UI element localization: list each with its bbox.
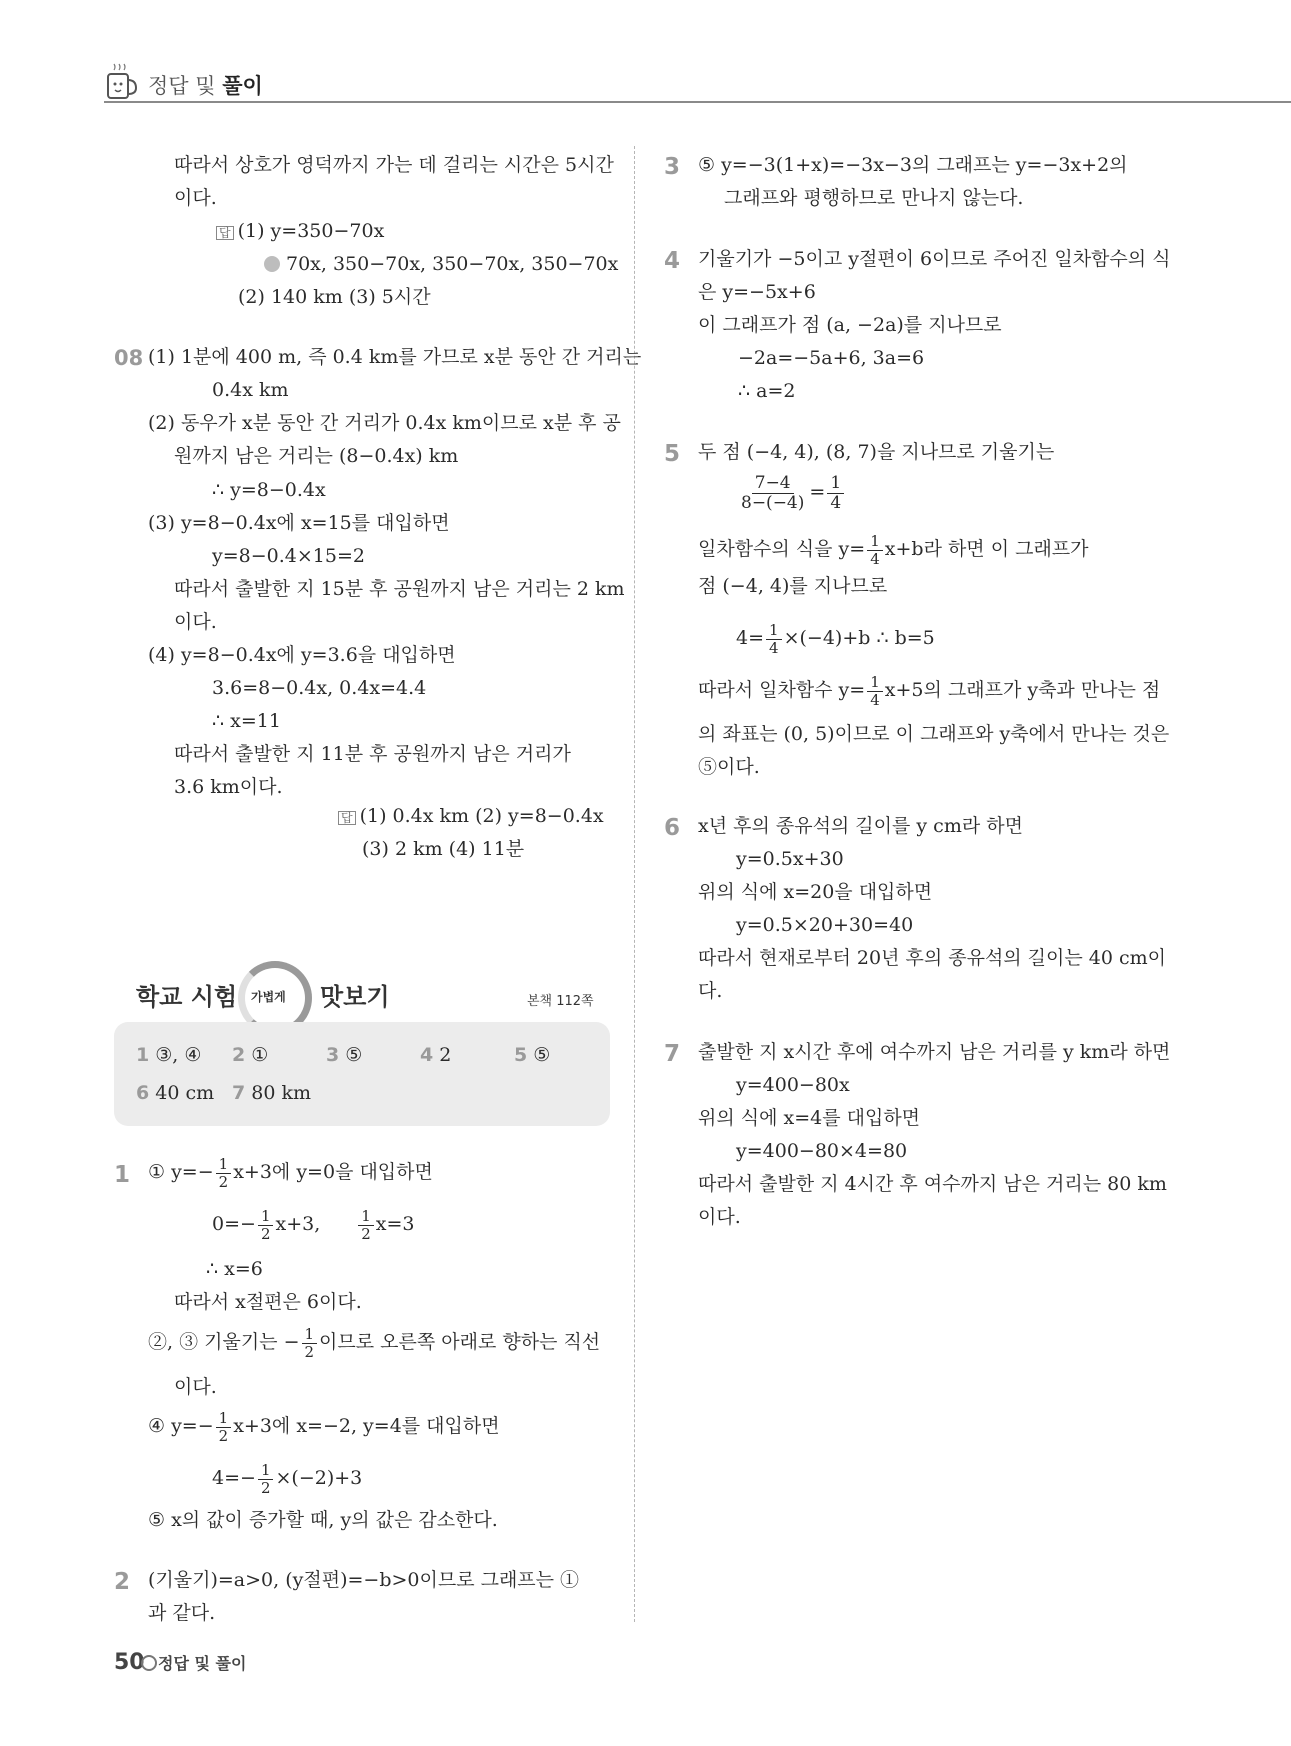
problem-number: 4 <box>664 248 681 274</box>
quick-answer: 2 ① <box>232 1044 269 1066</box>
answer-line <box>338 807 604 826</box>
fraction: $\frac{1}{2}$ <box>258 1462 274 1496</box>
text-line: ⑤이다. <box>698 756 760 778</box>
section-title: 학교 시험 <box>136 983 238 1011</box>
text-line: 기울기가 −5이고 y절편이 6이므로 주어진 일차함수의 식 <box>698 248 1171 270</box>
text-line: (1) 1분에 400 m, 즉 0.4 km를 가므로 x분 동안 간 거리는 <box>148 346 642 368</box>
text-line: ∴ a=2 <box>738 380 796 402</box>
text-line: 4= $\frac{1}{4}$ ×(−4)+b ∴ b=5 <box>736 621 935 657</box>
text-line: 다. <box>698 980 723 1002</box>
header-rule <box>104 101 1291 103</box>
fraction: $\frac{1}{2}$ <box>258 1208 274 1242</box>
text-line: 이다. <box>698 1206 741 1228</box>
answer-badge: 답 <box>216 226 234 240</box>
text-line: −2a=−5a+6, 3a=6 <box>738 347 925 369</box>
hint-text: 70x, 350−70x, 350−70x, 350−70x <box>286 253 619 275</box>
text-line: y=8−0.4×15=2 <box>212 545 365 567</box>
problem-number: 5 <box>664 441 681 467</box>
problem-number: 6 <box>664 815 681 841</box>
fraction: $\frac{1}{4}$ <box>867 533 883 567</box>
section-badge: 가볍게 <box>251 990 286 1004</box>
text-line: ∴ y=8−0.4x <box>212 479 326 501</box>
fraction: $\frac{1}{4}$ <box>766 622 782 656</box>
text-line: 따라서 상호가 영덕까지 가는 데 걸리는 시간은 5시간 <box>174 154 614 176</box>
text-line: 3.6 km이다. <box>174 776 283 798</box>
footer-label: 정답 및 풀이 <box>158 1654 247 1673</box>
text-line: 일차함수의 식을 y= $\frac{1}{4}$ x+b라 하면 이 그래프가 <box>698 532 1089 568</box>
text-line: 그래프와 평행하므로 만나지 않는다. <box>724 187 1024 209</box>
pencil-icon <box>264 256 280 272</box>
text-line: ⑤ x의 값이 증가할 때, y의 값은 감소한다. <box>148 1509 498 1531</box>
text-line: 과 같다. <box>148 1602 216 1624</box>
hint-line <box>264 255 618 274</box>
fraction: $\frac{1}{4}$ <box>867 674 883 708</box>
header-title-part1: 정답 및 <box>148 74 223 98</box>
header-title <box>148 76 263 97</box>
text-line: $\frac{7-4}{8-(-4)}$ = $\frac{1}{4}$ <box>736 474 846 512</box>
fraction: $\frac{1}{2}$ <box>302 1326 318 1360</box>
text-line: 0=− $\frac{1}{2}$ x+3, $\frac{1}{2}$ x=3 <box>212 1207 415 1243</box>
text-line: 위의 식에 x=20을 대입하면 <box>698 881 933 903</box>
answer-text: (3) 2 km (4) 11분 <box>362 838 525 860</box>
problem-number: 1 <box>114 1162 131 1188</box>
text-line: 이다. <box>174 187 217 209</box>
text-line: 이 그래프가 점 (a, −2a)를 지나므로 <box>698 314 1002 336</box>
text-line: ∴ x=11 <box>212 710 281 732</box>
text-line: 은 y=−5x+6 <box>698 281 816 303</box>
text-line: y=400−80×4=80 <box>736 1140 908 1162</box>
section-title: 맛보기 <box>320 983 390 1011</box>
text-line: 4=− $\frac{1}{2}$ ×(−2)+3 <box>212 1461 363 1497</box>
fraction: $\frac{7-4}{8-(-4)}$ <box>741 473 805 513</box>
text-line: ②, ③ 기울기는 − $\frac{1}{2}$ 이므로 오른쪽 아래로 향하는 직선 <box>148 1325 601 1361</box>
footer-dot-icon <box>141 1655 157 1671</box>
answer-line <box>216 222 384 241</box>
text-line: 이다. <box>174 611 217 633</box>
text-line: 따라서 출발한 지 15분 후 공원까지 남은 거리는 2 km <box>174 578 625 600</box>
text-line: (4) y=8−0.4x에 y=3.6을 대입하면 <box>148 644 456 666</box>
answer-text: (2) 140 km (3) 5시간 <box>238 286 431 308</box>
quick-answer: 1 ③, ④ <box>136 1044 202 1066</box>
text-line: 의 좌표는 (0, 5)이므로 이 그래프와 y축에서 만나는 것은 <box>698 723 1170 745</box>
text-line: 3.6=8−0.4x, 0.4x=4.4 <box>212 677 427 699</box>
quick-answer: 7 80 km <box>232 1082 311 1104</box>
quick-answer: 3 ⑤ <box>326 1044 363 1066</box>
problem-number: 7 <box>664 1041 681 1067</box>
text-line: x년 후의 종유석의 길이를 y cm라 하면 <box>698 815 1023 837</box>
text-line: y=400−80x <box>736 1074 850 1096</box>
text-line: 원까지 남은 거리는 (8−0.4x) km <box>174 445 459 467</box>
quick-answer: 6 40 cm <box>136 1082 215 1104</box>
text-line: 따라서 일차함수 y= $\frac{1}{4}$ x+5의 그래프가 y축과 만나는 점 <box>698 673 1161 709</box>
text-line: (3) y=8−0.4x에 x=15를 대입하면 <box>148 512 450 534</box>
text-line: ① y=− $\frac{1}{2}$ x+3에 y=0을 대입하면 <box>148 1155 433 1191</box>
text-line: y=0.5×20+30=40 <box>736 914 914 936</box>
fraction: $\frac{1}{2}$ <box>358 1208 374 1242</box>
cup-icon <box>104 62 138 106</box>
text-line: ⑤ y=−3(1+x)=−3x−3의 그래프는 y=−3x+2의 <box>698 154 1128 176</box>
text-line: 0.4x km <box>212 379 289 401</box>
problem-number: 3 <box>664 154 681 180</box>
text-line: 이다. <box>174 1376 217 1398</box>
text-line: 위의 식에 x=4를 대입하면 <box>698 1107 921 1129</box>
page-reference: 본책 112쪽 <box>527 994 594 1009</box>
fraction: $\frac{1}{2}$ <box>216 1156 232 1190</box>
header-title-part2: 풀이 <box>222 74 263 98</box>
text-line: (기울기)=a>0, (y절편)=−b>0이므로 그래프는 ① <box>148 1569 580 1591</box>
text-line: y=0.5x+30 <box>736 848 844 870</box>
text-line: 두 점 (−4, 4), (8, 7)을 지나므로 기울기는 <box>698 441 1055 463</box>
quick-answer-box <box>114 1022 610 1126</box>
quick-answer: 5 ⑤ <box>514 1044 551 1066</box>
text-line: 따라서 출발한 지 11분 후 공원까지 남은 거리가 <box>174 743 571 765</box>
quick-answer: 4 2 <box>420 1044 452 1066</box>
text-line: 따라서 현재로부터 20년 후의 종유석의 길이는 40 cm이 <box>698 947 1167 969</box>
answer-badge: 답 <box>338 811 356 825</box>
problem-number: 2 <box>114 1569 131 1595</box>
text-line: 출발한 지 x시간 후에 여수까지 남은 거리를 y km라 하면 <box>698 1041 1171 1063</box>
text-line: 따라서 x절편은 6이다. <box>174 1291 362 1313</box>
fraction: $\frac{1}{4}$ <box>827 474 844 512</box>
text-line: ∴ x=6 <box>206 1258 263 1280</box>
problem-number: 08 <box>114 346 144 370</box>
text-line: (2) 동우가 x분 동안 간 거리가 0.4x km이므로 x분 후 공 <box>148 412 621 434</box>
answer-text: (1) y=350−70x <box>237 220 385 242</box>
text-line: 따라서 출발한 지 4시간 후 여수까지 남은 거리는 80 km <box>698 1173 1167 1195</box>
text-line: ④ y=− $\frac{1}{2}$ x+3에 x=−2, y=4를 대입하면 <box>148 1409 500 1445</box>
page-number: 50 <box>114 1650 145 1675</box>
fraction: $\frac{1}{2}$ <box>216 1410 232 1444</box>
answer-text: (1) 0.4x km (2) y=8−0.4x <box>359 805 604 827</box>
text-line: 점 (−4, 4)를 지나므로 <box>698 575 888 597</box>
